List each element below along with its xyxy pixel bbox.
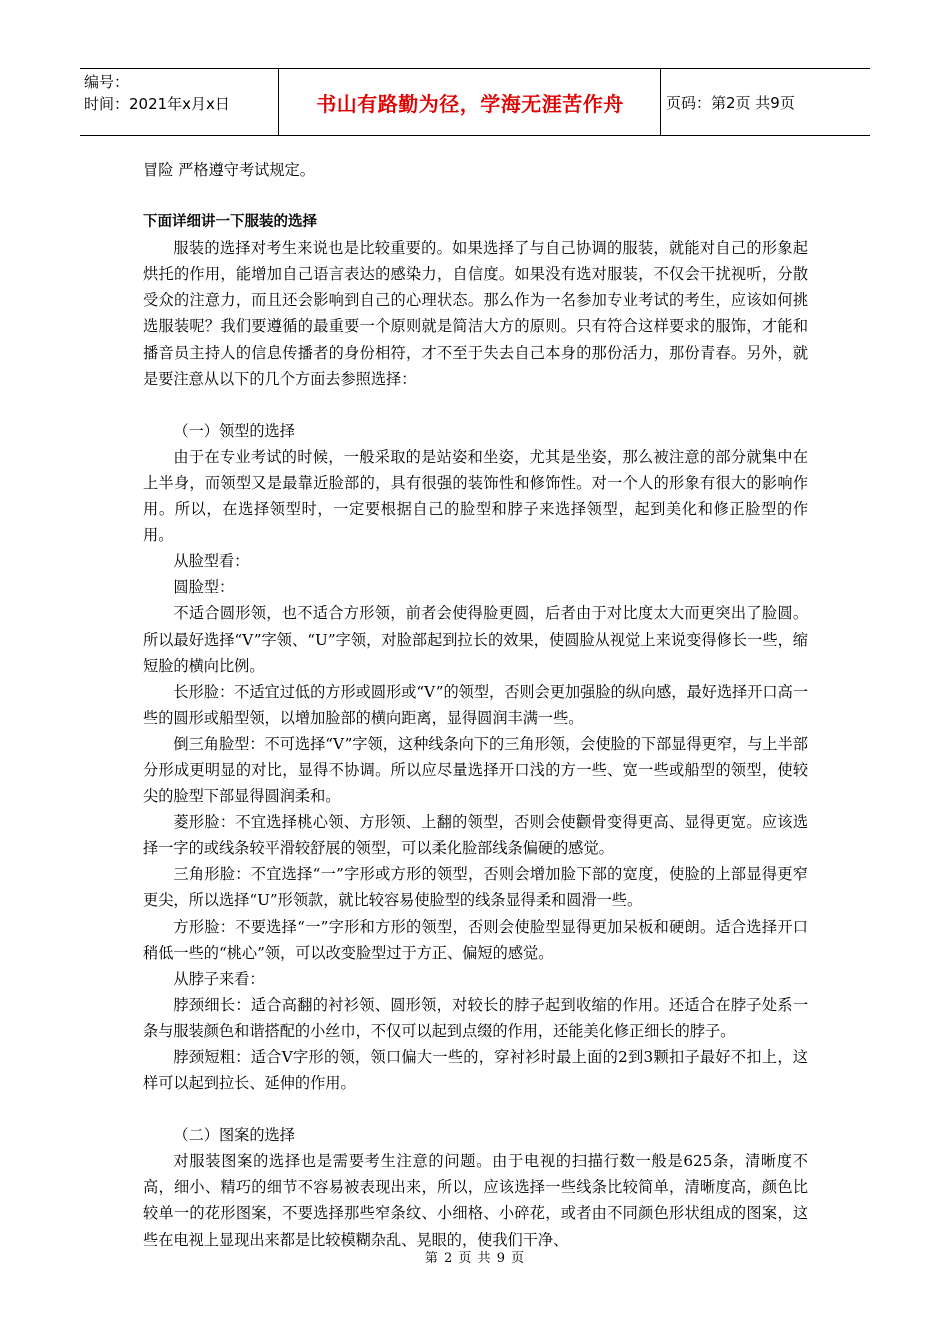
intro-line: 冒险 严格遵守考试规定。 xyxy=(143,161,315,179)
header-page-info: 页码：第2页 共9页 xyxy=(666,93,795,112)
round-face-label: 圆脸型： xyxy=(173,578,235,597)
page-header xyxy=(80,68,870,136)
section-paragraph: 服装的选择对考生来说也是比较重要的。如果选择了与自己协调的服装，就能对自己的形象起烘托的作用，能增加自己语言表达的感染力，自信度。如果没有选对服装，不仅会干扰视听，分散受众的注意力，而且还会影响到自己的心理状态。那么作为一名参加专业考试的考生，应该如何挑选服装呢？我们要遵循的最重要一个原则就是简洁大方的原则。只有符合这样要求的服饰，才能和播音员主持人的信息传播者的身份相符，才不至于失去自己本身的那份活力，那份青春。另外，就是要注意从以下的几个方面去参照选择： xyxy=(143,239,808,388)
long-neck-paragraph: 脖颈细长：适合高翻的衬衫领、圆形领，对较长的脖子起到收缩的作用。还适合在脖子处系一条与服装颜色和谐搭配的小丝巾，不仅可以起到点缀的作用，还能美化修正细长的脖子。 xyxy=(143,995,808,1040)
pattern-heading: （二）图案的选择 xyxy=(173,1126,295,1145)
header-motto: 书山有路勤为径，学海无涯苦作舟 xyxy=(316,91,624,116)
document-body xyxy=(143,157,808,1253)
inverted-triangle-paragraph: 倒三角脸型：不可选择“V”字领，这种线条向下的三角形领，会使脸的下部显得更窄，与上半部分形成更明显的对比，显得不协调。所以应尽量选择开口浅的方一些、宽一些或船型的领型，使较尖的脸型下部显得圆润柔和。 xyxy=(143,734,808,806)
diamond-face-paragraph: 菱形脸：不宜选择桃心领、方形领、上翻的领型，否则会使颧骨变得更高、显得更宽。应该选择一字的或线条较平滑较舒展的领型，可以柔化脸部线条偏硬的感觉。 xyxy=(143,813,808,858)
section-heading: 下面详细讲一下服装的选择 xyxy=(143,214,317,231)
neck-heading: 从脖子来看： xyxy=(173,969,265,988)
round-face-paragraph: 不适合圆形领，也不适合方形领，前者会使得脸更圆，后者由于对比度太大而更突出了脸圆。所以最好选择“V”字领、“U”字领，对脸部起到拉长的效果，使圆脸从视觉上来说变得修长一些，缩短脸的横向比例。 xyxy=(143,604,808,675)
face-heading: 从脸型看： xyxy=(173,552,250,571)
triangle-face-paragraph: 三角形脸：不宜选择“一”字形或方形的领型，否则会增加脸下部的宽度，使脸的上部显得更窄更尖，所以选择“U”形领款，就比较容易使脸型的线条显得柔和圆滑一些。 xyxy=(143,865,808,910)
time-label: 时间：2021年x月x日 xyxy=(84,95,230,113)
number-label: 编号： xyxy=(84,73,130,91)
pattern-paragraph: 对服装图案的选择也是需要考生注意的问题。由于电视的扫描行数一般是625条，清晰度不高，细小、精巧的细节不容易被表现出来，所以，应该选择一些线条比较简单，清晰度高，颜色比较单一的花形图案，不要选择那些窄条纹、小细格、小碎花，或者由不同颜色形状组成的图案，这些在电视上显现出来都是比较模糊杂乱、晃眼的，使我们干净、 xyxy=(143,1152,808,1249)
collar-heading: （一）领型的选择 xyxy=(173,421,295,440)
short-neck-paragraph: 脖颈短粗：适合V字形的领，领口偏大一些的，穿衬衫时最上面的2到3颗扣子最好不扣上，这样可以起到拉长、延伸的作用。 xyxy=(143,1048,808,1093)
long-face-paragraph: 长形脸：不适宜过低的方形或圆形或“V”的领型，否则会更加强脸的纵向感，最好选择开口高一些的圆形或船型领，以增加脸部的横向距离，显得圆润丰满一些。 xyxy=(143,682,808,727)
header-meta xyxy=(84,71,274,115)
collar-paragraph: 由于在专业考试的时候，一般采取的是站姿和坐姿，尤其是坐姿，那么被注意的部分就集中在上半身，而领型又是最靠近脸部的，具有很强的装饰性和修饰性。对一个人的形象有很大的影响作用。所以，在选择领型时，一定要根据自己的脸型和脖子来选择领型，起到美化和修正脸型的作用。 xyxy=(143,447,808,545)
header-divider-right xyxy=(660,69,661,135)
page-footer: 第 2 页 共 9 页 xyxy=(424,1251,526,1266)
square-face-paragraph: 方形脸：不要选择“一”字形和方形的领型，否则会使脸型显得更加呆板和硬朗。适合选择开口稍低一些的“桃心”领，可以改变脸型过于方正、偏短的感觉。 xyxy=(143,917,808,962)
header-divider-left xyxy=(278,69,279,135)
